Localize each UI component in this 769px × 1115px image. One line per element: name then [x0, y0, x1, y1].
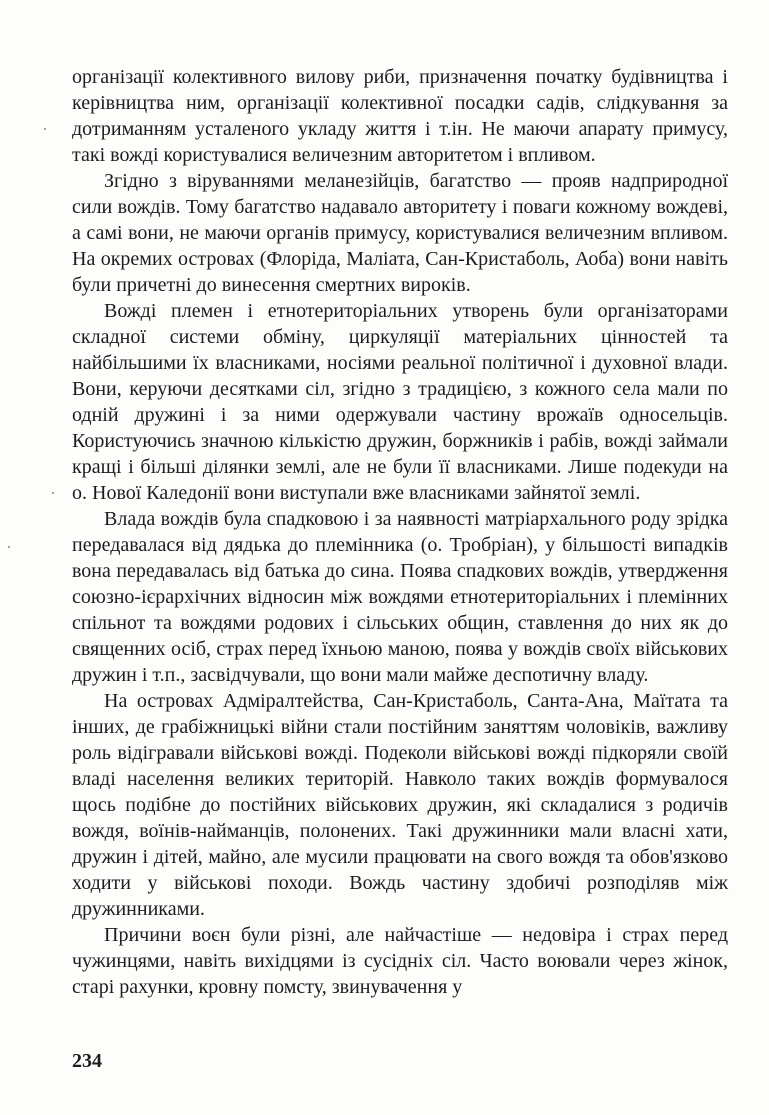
- paragraph: Згідно з віруваннями меланезійців, багатство — прояв надприродної сили вождів. Тому багатство надавало авторитету і поваги кожному вождеві, а самі вони, не маючи органів примусу, користувалися величезним впливом. На окремих островах (Флоріда, Маліата, Сан-Кристаболь, Аоба) вони навіть були причетні до винесення смертних вироків.: [72, 170, 728, 296]
- scan-speck: [44, 128, 46, 130]
- scan-speck: [52, 492, 54, 494]
- paragraph: Влада вождів була спадковою і за наявності матріархального роду зрідка передавалася від дядька до племінника (о. Тробріан), у більшості випадків вона передавалась від батька до сина. Поява спадкових вождів, утвердження союзно-ієрархічних відносин між вождями етнотериторіальних і племінних спільнот та вождями родових і сільських общин, ставлення до них як до священних осіб, страх перед їхньою маною, поява у вождів своїх військових дружин і т.п., засвідчували, що вони мали майже деспотичну владу.: [72, 508, 728, 686]
- scan-speck: [8, 546, 10, 548]
- body-text: [72, 64, 728, 1000]
- paragraph: Причини воєн були різні, але найчастіше — недовіра і страх перед чужинцями, навіть вихідцями із сусідніх сіл. Часто воювали через жінок, старі рахунки, кровну помсту, звинувачення у: [72, 924, 728, 998]
- paragraph: Вожді племен і етнотериторіальних утворень були організаторами складної системи обміну, циркуляції матеріальних цінностей та найбільшими їх власниками, носіями реальної політичної і духовної влади. Вони, керуючи десятками сіл, згідно з традицією, з кожного села мали по одній дружині і за ними одержували частину врожаїв односельців. Користуючись значною кількістю дружин, боржників і рабів, вожді займали кращі і більші ділянки землі, але не були її власниками. Лише подекуди на о. Нової Каледонії вони виступали вже власниками зайнятої землі.: [72, 300, 728, 504]
- paragraph: На островах Адміралтейства, Сан-Кристаболь, Санта-Ана, Маїтата та інших, де грабіжницькі війни стали постійним заняттям чоловіків, важливу роль відігравали військові вожді. Подеколи військові вожді підкоряли своїй владі населення великих територій. Навколо таких вождів формувалося щось подібне до постійних військових дружин, які складалися з родичів вождя, воїнів-найманців, полонених. Такі дружинники мали власні хати, дружин і дітей, майно, але мусили працювати на свого вождя та обов'язково ходити у військові походи. Вождь частину здобичі розподіляв між дружинниками.: [72, 690, 728, 920]
- paragraph: організації колективного вилову риби, призначення початку будівництва і керівництва ним, організації колективної посадки садів, слідкування за дотриманням усталеного укладу життя і т.ін. Не маючи апарату примусу, такі вожді користувалися величезним авторитетом і впливом.: [72, 66, 728, 166]
- page-number: 234: [72, 1050, 102, 1072]
